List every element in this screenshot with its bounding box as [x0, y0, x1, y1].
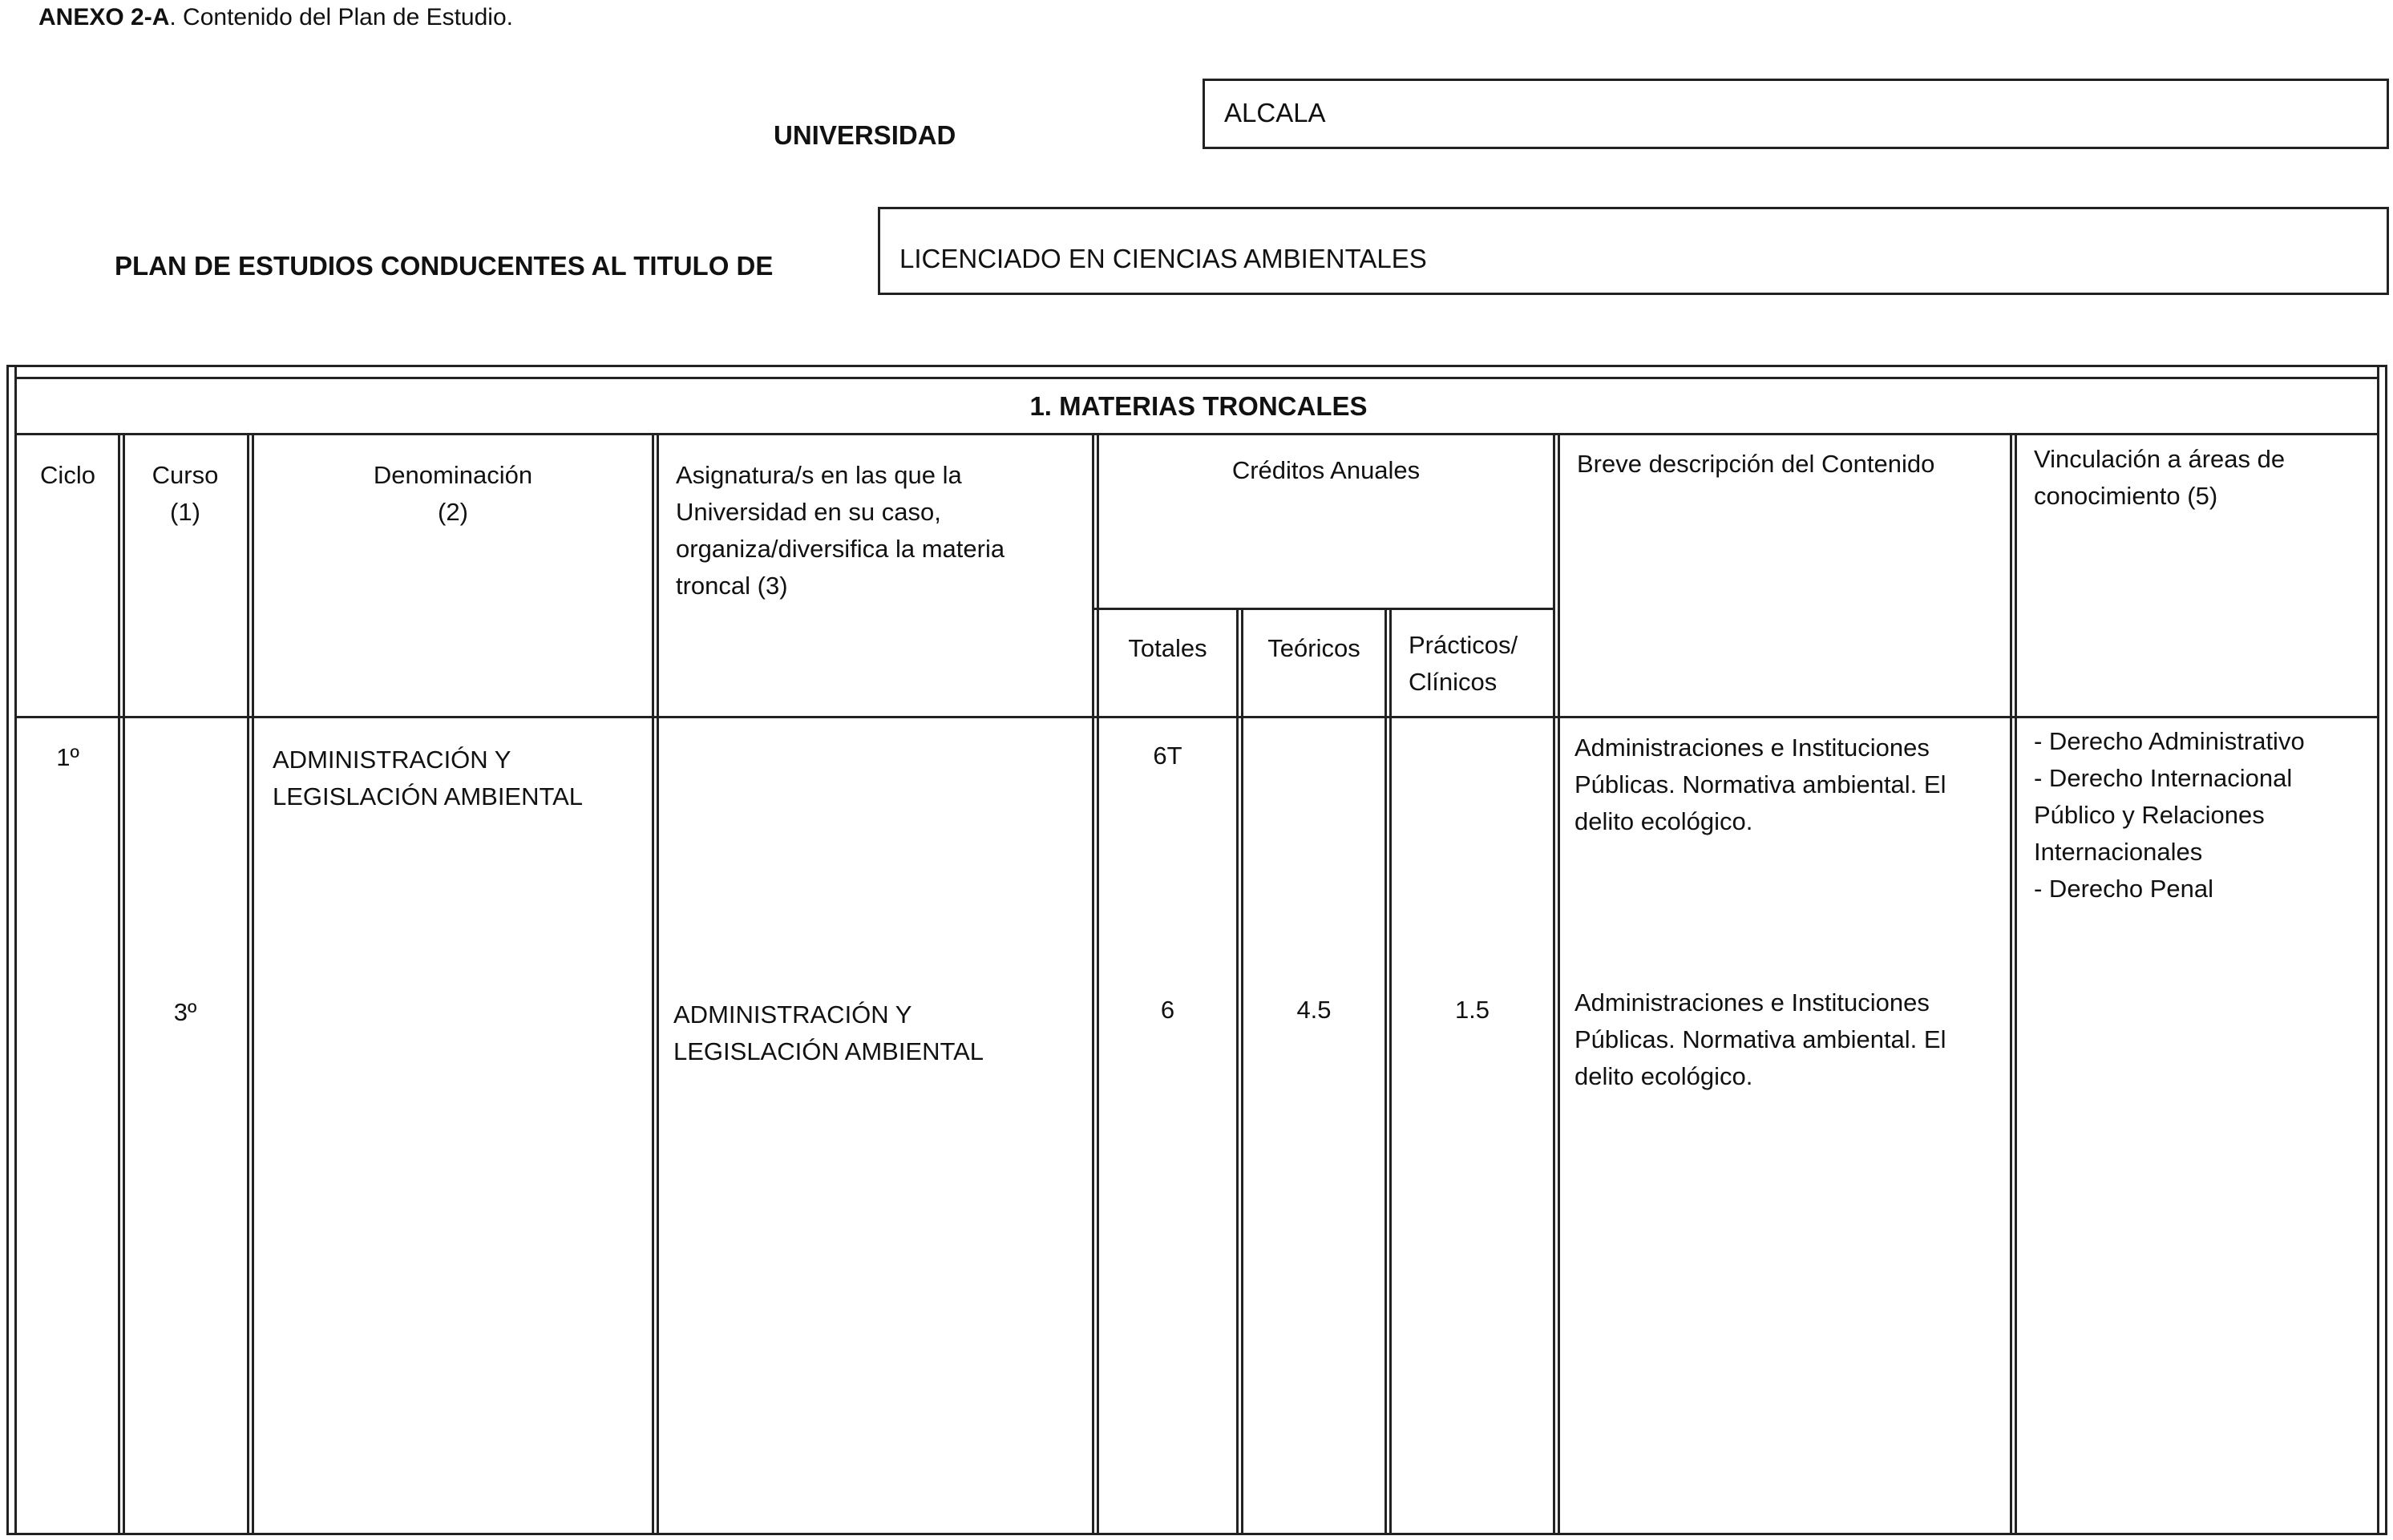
header-practicos	[1409, 627, 1518, 701]
row-materia-denominacion	[273, 742, 583, 815]
table-title: 1. MATERIAS TRONCALES	[1029, 391, 1368, 421]
header-curso-line1: Curso	[152, 461, 219, 489]
row-materia-descripcion-line2: Públicas. Normativa ambiental. El	[1574, 770, 1946, 798]
header-asignatura-line2: Universidad en su caso,	[676, 498, 941, 526]
table-border-left	[6, 365, 9, 1535]
col-sep-6b	[1389, 608, 1392, 1535]
col-sep-2b	[252, 433, 254, 1535]
row-asignatura-curso: 3º	[173, 998, 197, 1026]
row-materia-descripcion-line3: delito ecológico.	[1574, 807, 1753, 835]
row-asignatura-practicos: 1.5	[1454, 996, 1490, 1024]
area-item: Internacionales	[2034, 838, 2203, 866]
row-asignatura-descripcion-line2: Públicas. Normativa ambiental. El	[1574, 1025, 1946, 1053]
row-materia-descripcion	[1574, 730, 1946, 840]
annex-description: . Contenido del Plan de Estudio.	[169, 4, 513, 30]
plan-value: LICENCIADO EN CIENCIAS AMBIENTALES	[899, 244, 1427, 273]
table-border-right	[2385, 365, 2387, 1535]
row-materia-totales: 6T	[1153, 742, 1182, 770]
header-teoricos: Teóricos	[1267, 634, 1360, 662]
header-asignatura-line1: Asignatura/s en las que la	[676, 461, 962, 489]
row-materia-ciclo: 1º	[56, 743, 79, 771]
header-ciclo: Ciclo	[40, 461, 95, 489]
row-asignatura-descripcion-line1: Administraciones e Instituciones	[1574, 988, 1930, 1017]
col-sep-1b	[123, 433, 125, 1535]
header-vinculacion-line2: conocimiento (5)	[2034, 482, 2218, 510]
header-vinculacion	[2034, 441, 2285, 515]
area-item: - Derecho Internacional	[2034, 764, 2293, 792]
universidad-label: UNIVERSIDAD	[774, 120, 956, 150]
col-sep-3b	[657, 433, 659, 1535]
row-materia-descripcion-line1: Administraciones e Instituciones	[1574, 734, 1930, 762]
col-sep-2	[247, 433, 249, 1535]
header-curso	[125, 457, 245, 531]
header-asignatura	[676, 457, 1004, 604]
plan-field	[878, 207, 2389, 295]
row-asignatura-totales: 6	[1160, 996, 1175, 1024]
col-sep-5	[1236, 608, 1239, 1535]
header-asignatura-line3: organiza/diversifica la materia	[676, 535, 1005, 563]
col-sep-6	[1384, 608, 1387, 1535]
header-practicos-line1: Prácticos/	[1409, 631, 1518, 659]
col-sep-1	[118, 433, 120, 1535]
annex-code: ANEXO 2-A	[38, 4, 170, 30]
row-asignatura-nombre-line2: LEGISLACIÓN AMBIENTAL	[673, 1037, 984, 1065]
header-practicos-line2: Clínicos	[1409, 668, 1498, 696]
header-totales: Totales	[1128, 634, 1207, 662]
row-materia-areas	[2034, 723, 2305, 907]
header-denominacion	[254, 457, 652, 531]
row-asignatura-teoricos: 4.5	[1296, 996, 1332, 1024]
row-asignatura-descripcion	[1574, 984, 1946, 1095]
annex-title	[38, 0, 513, 35]
header-descripcion: Breve descripción del Contenido	[1577, 450, 1935, 478]
area-item: Público y Relaciones	[2034, 801, 2265, 829]
row-asignatura-nombre-line1: ADMINISTRACIÓN Y	[673, 1000, 912, 1029]
header-asignatura-line4: troncal (3)	[676, 572, 788, 600]
header-creditos: Créditos Anuales	[1231, 456, 1421, 484]
col-sep-8b	[2015, 433, 2017, 1535]
row-materia-denominacion-line1: ADMINISTRACIÓN Y	[273, 746, 511, 774]
header-curso-line2: (1)	[170, 498, 200, 526]
header-denominacion-line2: (2)	[438, 498, 468, 526]
area-item: - Derecho Penal	[2034, 875, 2214, 903]
row-asignatura-nombre	[673, 996, 984, 1070]
title-bottom-line	[14, 433, 2379, 435]
row-materia-denominacion-line2: LEGISLACIÓN AMBIENTAL	[273, 782, 584, 810]
table-border-right-inner	[2377, 365, 2379, 1535]
header-denominacion-line1: Denominación	[373, 461, 533, 489]
col-sep-4b	[1097, 433, 1099, 1535]
table-border-bottom	[6, 1533, 2387, 1535]
creditos-sub-line	[1092, 608, 1555, 610]
universidad-field	[1203, 79, 2389, 149]
col-sep-4	[1092, 433, 1094, 1535]
plan-label: PLAN DE ESTUDIOS CONDUCENTES AL TITULO DE	[115, 251, 774, 281]
col-sep-7	[1553, 433, 1555, 1535]
title-top-line	[14, 377, 2379, 379]
col-sep-7b	[1558, 433, 1560, 1535]
col-sep-5b	[1241, 608, 1243, 1535]
col-sep-3	[652, 433, 654, 1535]
area-item: - Derecho Administrativo	[2034, 727, 2305, 755]
table-border-top	[6, 365, 2387, 367]
col-sep-8	[2010, 433, 2012, 1535]
table-border-left-inner	[14, 365, 17, 1535]
universidad-value: ALCALA	[1224, 98, 1326, 127]
header-vinculacion-line1: Vinculación a áreas de	[2034, 445, 2286, 473]
row-asignatura-descripcion-line3: delito ecológico.	[1574, 1062, 1753, 1090]
header-bottom-line	[14, 716, 2379, 718]
